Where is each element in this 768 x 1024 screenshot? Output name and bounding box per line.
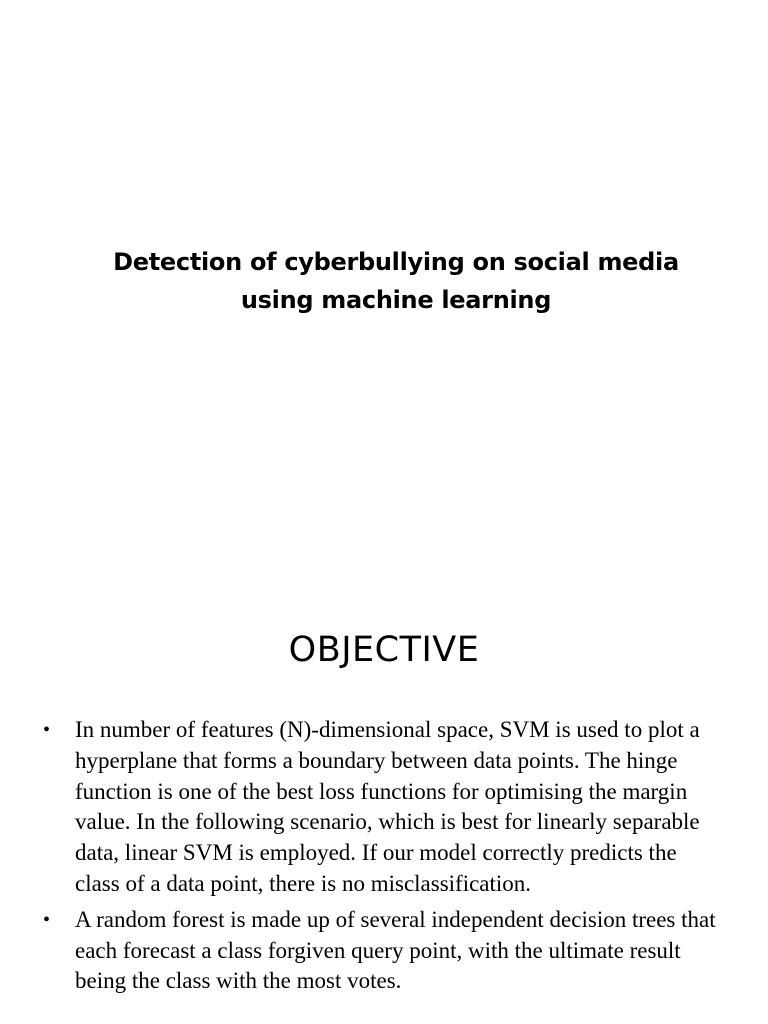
title-line: using machine learning (240, 286, 552, 314)
slide-title (60, 243, 732, 319)
bullet-item-svm (0, 715, 768, 900)
bullet-text: A random forest is made up of several independent decision trees that each forecast a class forgiven query point, with the ultimate result being the class with the most votes. (75, 906, 716, 994)
bullet-icon: • (43, 908, 51, 931)
objective-heading: OBJECTIVE (288, 630, 480, 670)
objective-bullet-list (0, 715, 768, 1002)
bullet-item-random-forest (0, 905, 768, 997)
bullet-text: In number of features (N)-dimensional space, SVM is used to plot a hyperplane that forms a boundary between data points. The hinge function is one of the best loss functions for optimising the margin value. In the following scenario, which is best for linearly separable data, linear SVM is employed. If our model correctly predicts the class of a data point, there is no misclassification. (75, 717, 700, 896)
bullet-icon: • (43, 719, 51, 741)
title-line: Detection of cyberbullying on social media (113, 248, 679, 276)
